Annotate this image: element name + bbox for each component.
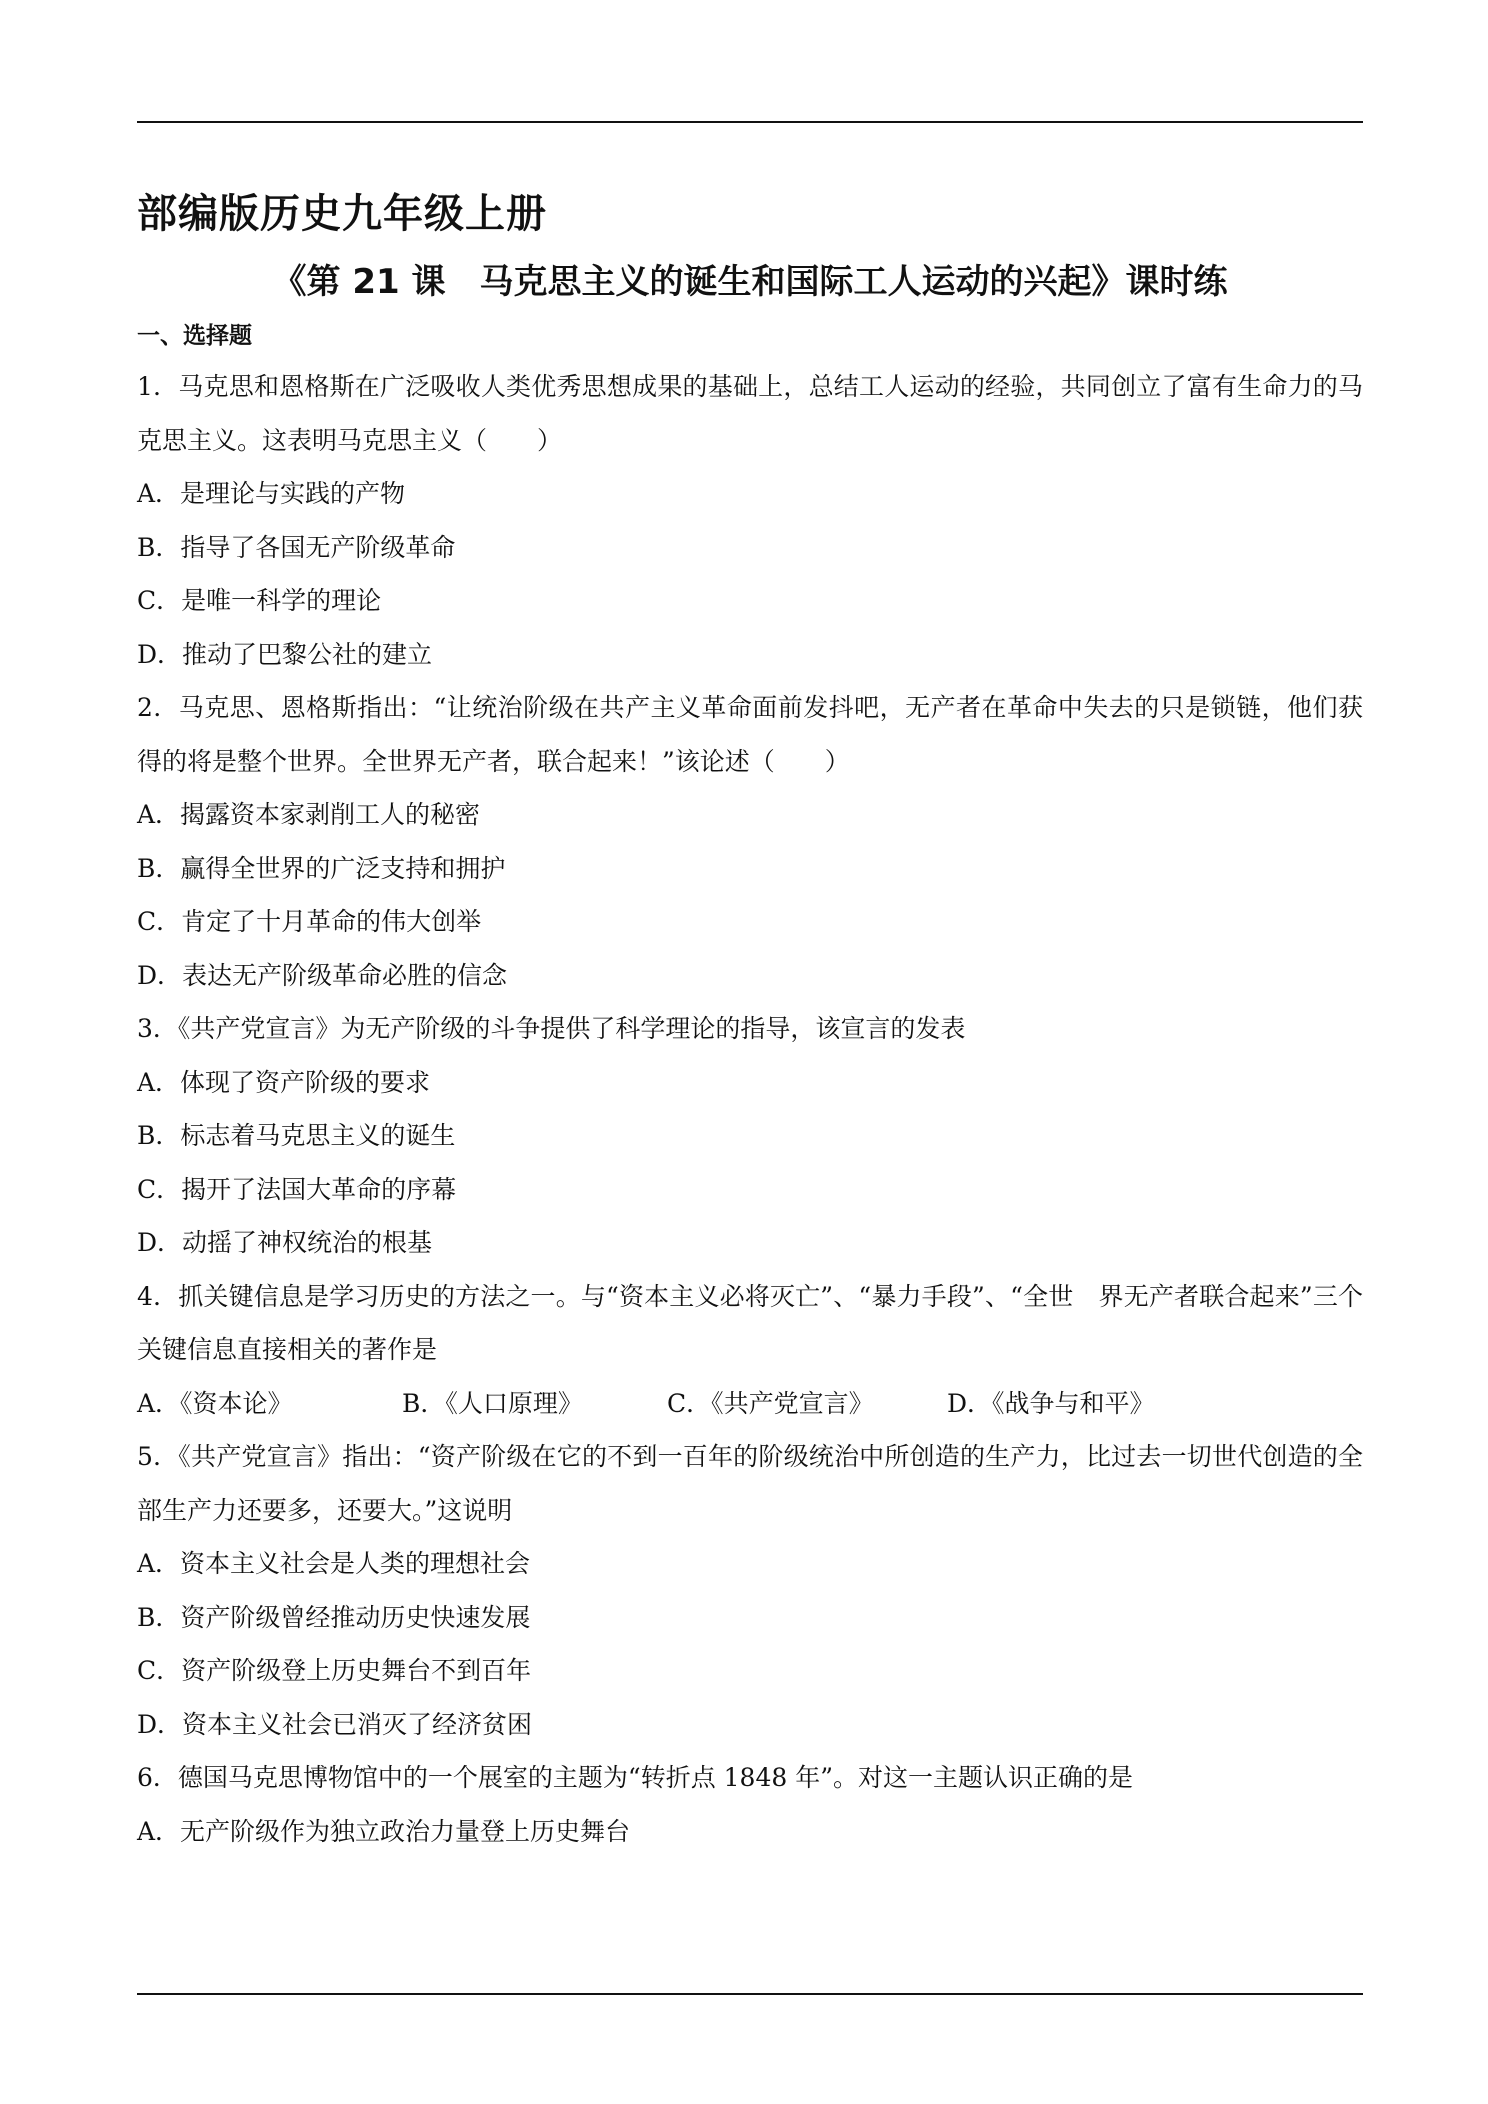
question-3 (137, 1002, 1363, 1270)
footer-rule (137, 1993, 1363, 1995)
question-stem: 2．马克思、恩格斯指出：“让统治阶级在共产主义革命面前发抖吧，无产者在革命中失去的只是锁链，他们获得的将是整个世界。全世界无产者，联合起来！”该论述（ ） (137, 693, 1363, 776)
option-a: A．《资本论》 (137, 1388, 293, 1418)
option-d: D．表达无产阶级革命必胜的信念 (137, 960, 508, 990)
question-1 (137, 360, 1363, 681)
option-d: D．推动了巴黎公社的建立 (137, 639, 433, 669)
option-b: B．标志着马克思主义的诞生 (137, 1121, 456, 1150)
question-5 (137, 1430, 1363, 1751)
option-a: A．是理论与实践的产物 (137, 479, 406, 508)
option-c: C．是唯一科学的理论 (137, 586, 382, 615)
option-d: D．《战争与和平》 (947, 1388, 1155, 1418)
option-a: A．体现了资产阶级的要求 (137, 1067, 431, 1097)
document-body (137, 186, 1363, 1858)
option-b: B．赢得全世界的广泛支持和拥护 (137, 853, 506, 883)
option-c: C．《共产党宣言》 (667, 1388, 874, 1418)
question-4 (137, 1270, 1363, 1431)
option-b: B．资产阶级曾经推动历史快速发展 (137, 1602, 531, 1632)
question-stem: 1．马克思和恩格斯在广泛吸收人类优秀思想成果的基础上，总结工人运动的经验，共同创立了富有生命力的马克思主义。这表明马克思主义（ ） (137, 372, 1363, 455)
question-stem: 5．《共产党宣言》指出：“资产阶级在它的不到一百年的阶级统治中所创造的生产力，比过去一切世代创造的全部生产力还要多，还要大。”这说明 (137, 1442, 1363, 1525)
option-d: D．资本主义社会已消灭了经济贫困 (137, 1709, 533, 1739)
question-2 (137, 681, 1363, 1002)
option-a: A．揭露资本家剥削工人的秘密 (137, 800, 481, 829)
question-stem: 4．抓关键信息是学习历史的方法之一。与“资本主义必将灭亡”、“暴力手段”、“全世 界无产者联合起来”三个关键信息直接相关的著作是 (137, 1281, 1363, 1364)
doc-title: 部编版历史九年级上册 (137, 191, 547, 237)
option-c: C．肯定了十月革命的伟大创举 (137, 907, 482, 936)
option-c: C．揭开了法国大革命的序幕 (137, 1174, 457, 1204)
question-6 (137, 1751, 1363, 1858)
option-d: D．动摇了神权统治的根基 (137, 1228, 433, 1257)
option-a: A．无产阶级作为独立政治力量登上历史舞台 (137, 1816, 631, 1846)
inline-options (137, 1377, 1363, 1431)
question-stem: 3．《共产党宣言》为无产阶级的斗争提供了科学理论的指导，该宣言的发表 (137, 1014, 966, 1043)
question-stem: 6．德国马克思博物馆中的一个展室的主题为“转折点 1848 年”。对这一主题认识正确的是 (137, 1763, 1133, 1792)
header-rule (137, 121, 1363, 123)
option-c: C．资产阶级登上历史舞台不到百年 (137, 1656, 532, 1685)
option-b: B．指导了各国无产阶级革命 (137, 532, 456, 562)
section-heading: 一、选择题 (137, 323, 252, 349)
lesson-title: 《第 21 课 马克思主义的诞生和国际工人运动的兴起》课时练 (272, 262, 1228, 302)
option-b: B．《人口原理》 (402, 1388, 583, 1418)
option-a: A．资本主义社会是人类的理想社会 (137, 1549, 531, 1578)
